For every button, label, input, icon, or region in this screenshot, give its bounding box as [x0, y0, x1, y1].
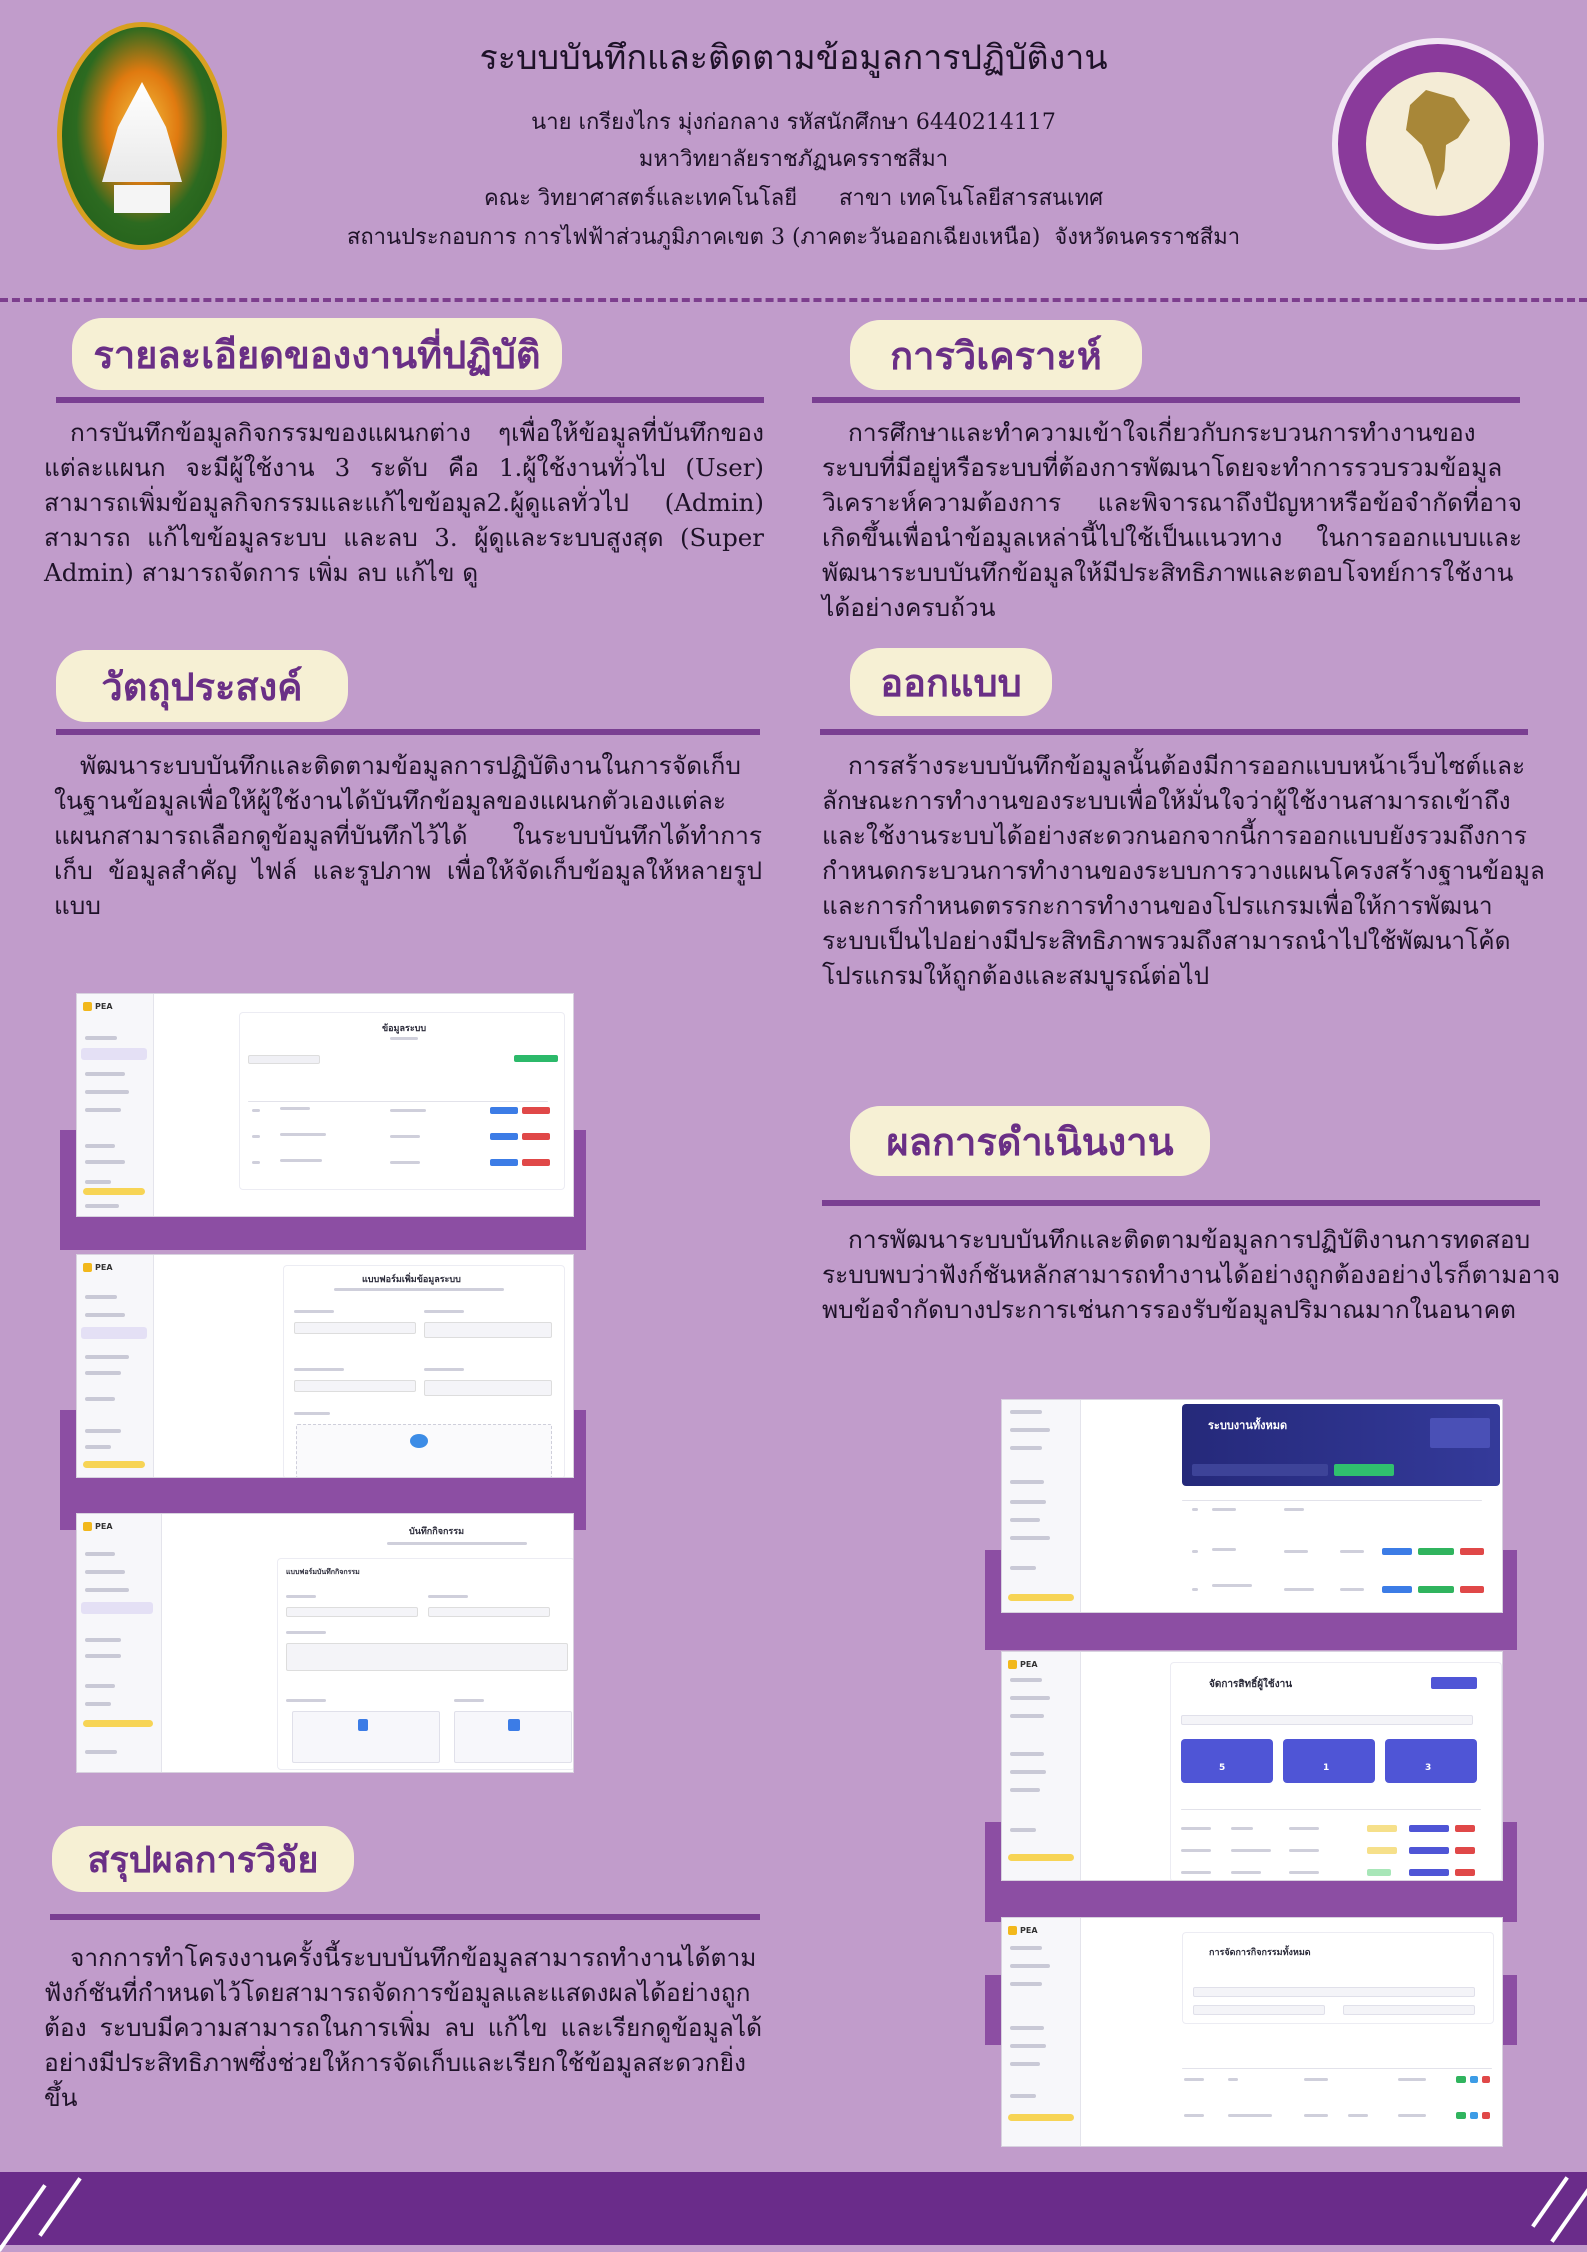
details-text: การบันทึกข้อมูลกิจกรรมของแผนกต่าง ๆเพื่อให้ข้อมูลที่บันทึกของแต่ละแผนก จะมีผู้ใช้งาน 3 ระดับ คือ 1.ผู้ใช้งานทั่วไป (User) สามารถเพิ่มข้อมูลกิจกรรมและแก้ไขข้อมูล2.ผู้ดูแลทั่วไป (Admin) สามารถ แก้ไขข้อมูลระบบ และลบ 3. ผู้ดูและระบบสูงสุด (Super Admin) สามารถจัดการ เพิ่ม ลบ แก้ไข ดู [44, 418, 764, 587]
details-heading: รายละเอียดของงานที่ปฏิบัติ [72, 318, 562, 390]
analysis-text: การศึกษาและทำความเข้าใจเกี่ยวกับกระบวนการทำงานของระบบที่มีอยู่หรือระบบที่ต้องการพัฒนาโดยจะทำการรวบรวมข้อมูลวิเคราะห์ความต้องการ และพิจารณาถึงปัญหาหรือข้อจำกัดที่อาจเกิดขึ้นเพื่อนำข้อมูลเหล่านี้ไปใช้เป็นแนวทาง ในการออกแบบและพัฒนาระบบบันทึกข้อมูลให้มีประสิทธิภาพและตอบโจทย์การใช้งานได้อย่างครบถ้วน [822, 418, 1522, 622]
shot-title: ระบบงานทั้งหมด [1208, 1419, 1288, 1432]
objective-text: พัฒนาระบบบันทึกและติดตามข้อมูลการปฏิบัติงานในการจัดเก็บในฐานข้อมูลเพื่อให้ผู้ใช้งานได้บันทึกข้อมูลของแผนกตัวเองแต่ละแผนกสามารถเลือกดูข้อมูลที่บันทึกไว้ได้ ในระบบบันทึกได้ทำการเก็บ ข้อมูลสำคัญ ไฟล์ และรูปภาพ เพื่อให้จัดเก็บข้อมูลให้หลายรูปแบบ [54, 751, 762, 920]
screenshot-all-activities: PEA การจัดการกิจกรรมทั้งหมด [1002, 1918, 1502, 2146]
screenshot-activity-log: PEA บันทึกกิจกรรม แบบฟอร์มบันทึกกิจกรรม [77, 1514, 573, 1772]
author-line: นาย เกรียงไกร มุ่งก่อกลาง รหัสนักศึกษา 6440214117 [531, 110, 1056, 135]
conclusion-rule [50, 1914, 760, 1920]
analysis-heading: การวิเคราะห์ [850, 320, 1142, 390]
faculty-line: คณะ วิทยาศาสตร์และเทคโนโลยี สาขา เทคโนโลยีสารสนเทศ [483, 186, 1104, 211]
details-rule [56, 397, 764, 403]
results-heading: ผลการดำเนินงาน [850, 1106, 1210, 1176]
decorative-slash [0, 2184, 47, 2252]
shot-title: บันทึกกิจกรรม [409, 1527, 465, 1537]
conclusion-heading: สรุปผลการวิจัย [52, 1826, 354, 1892]
poster-title: ระบบบันทึกและติดตามข้อมูลการปฏิบัติงาน [479, 38, 1108, 78]
objective-heading: วัตถุประสงค์ [56, 650, 348, 722]
shot-title: ข้อมูลระบบ [382, 1024, 427, 1034]
design-rule [820, 729, 1528, 735]
screenshot-system-data: PEA ข้อมูลระบบ [77, 994, 573, 1216]
university-line: มหาวิทยาลัยราชภัฏนครราชสีมา [638, 147, 949, 172]
header-divider [0, 298, 1587, 302]
shot-section: แบบฟอร์มบันทึกกิจกรรม [286, 1568, 360, 1576]
footer-band [0, 2172, 1587, 2245]
conclusion-text: จากการทำโครงงานครั้งนี้ระบบบันทึกข้อมูลสามารถทำงานได้ตามฟังก์ชันที่กำหนดไว้โดยสามารถจัดการข้อมูลและแสดงผลได้อย่างถูกต้อง ระบบมีความสามารถในการเพิ่ม ลบ แก้ไข และเรียกดูข้อมูลได้อย่างมีประสิทธิภาพซึ่งช่วยให้การจัดเก็บและเรียกใช้ข้อมูลสะดวกยิ่งขึ้น [44, 1943, 762, 2112]
analysis-rule [812, 397, 1520, 403]
objective-rule [56, 729, 760, 735]
workplace-line: สถานประกอบการ การไฟฟ้าส่วนภูมิภาคเขต 3 (ภาคตะวันออกเฉียงเหนือ) จังหวัดนครราชสีมา [346, 225, 1241, 250]
design-heading: ออกแบบ [850, 648, 1052, 716]
shot-title: การจัดการกิจกรรมทั้งหมด [1209, 1948, 1311, 1958]
design-text: การสร้างระบบบันทึกข้อมูลนั้นต้องมีการออกแบบหน้าเว็บไซต์และลักษณะการทำงานของระบบเพื่อให้มั่นใจว่าผู้ใช้งานสามารถเข้าถึงและใช้งานระบบได้อย่างสะดวกนอกจากนี้การออกแบบยังรวมถึงการกำหนดกระบวนการทำงานของระบบการวางแผนโครงสร้างฐานข้อมูลและการกำหนดตรรกะการทำงานของโปรแกรมเพื่อให้การพัฒนาระบบเป็นไปอย่างมีประสิทธิภาพรวมถึงสามารถนำไปใช้พัฒนาโค้ดโปรแกรมให้ถูกต้องและสมบูรณ์ต่อไป [822, 751, 1545, 990]
screenshot-all-systems [1002, 1400, 1502, 1612]
screenshot-system-form: PEA แบบฟอร์มเพิ่มข้อมูลระบบ [77, 1255, 573, 1477]
shot-title: แบบฟอร์มเพิ่มข้อมูลระบบ [362, 1275, 461, 1285]
shot-title: จัดการสิทธิ์ผู้ใช้งาน [1209, 1679, 1293, 1690]
results-text: การพัฒนาระบบบันทึกและติดตามข้อมูลการปฏิบัติงานการทดสอบระบบพบว่าฟังก์ชันหลักสามารถทำงานได้อย่างถูกต้องอย่างไรก็ตามอาจพบข้อจำกัดบางประการเช่นการรองรับข้อมูลปริมาณมากในอนาคต [822, 1225, 1561, 1324]
results-rule [822, 1200, 1540, 1206]
screenshot-user-permissions: PEA จัดการสิทธิ์ผู้ใช้งาน 5 1 3 [1002, 1652, 1502, 1880]
